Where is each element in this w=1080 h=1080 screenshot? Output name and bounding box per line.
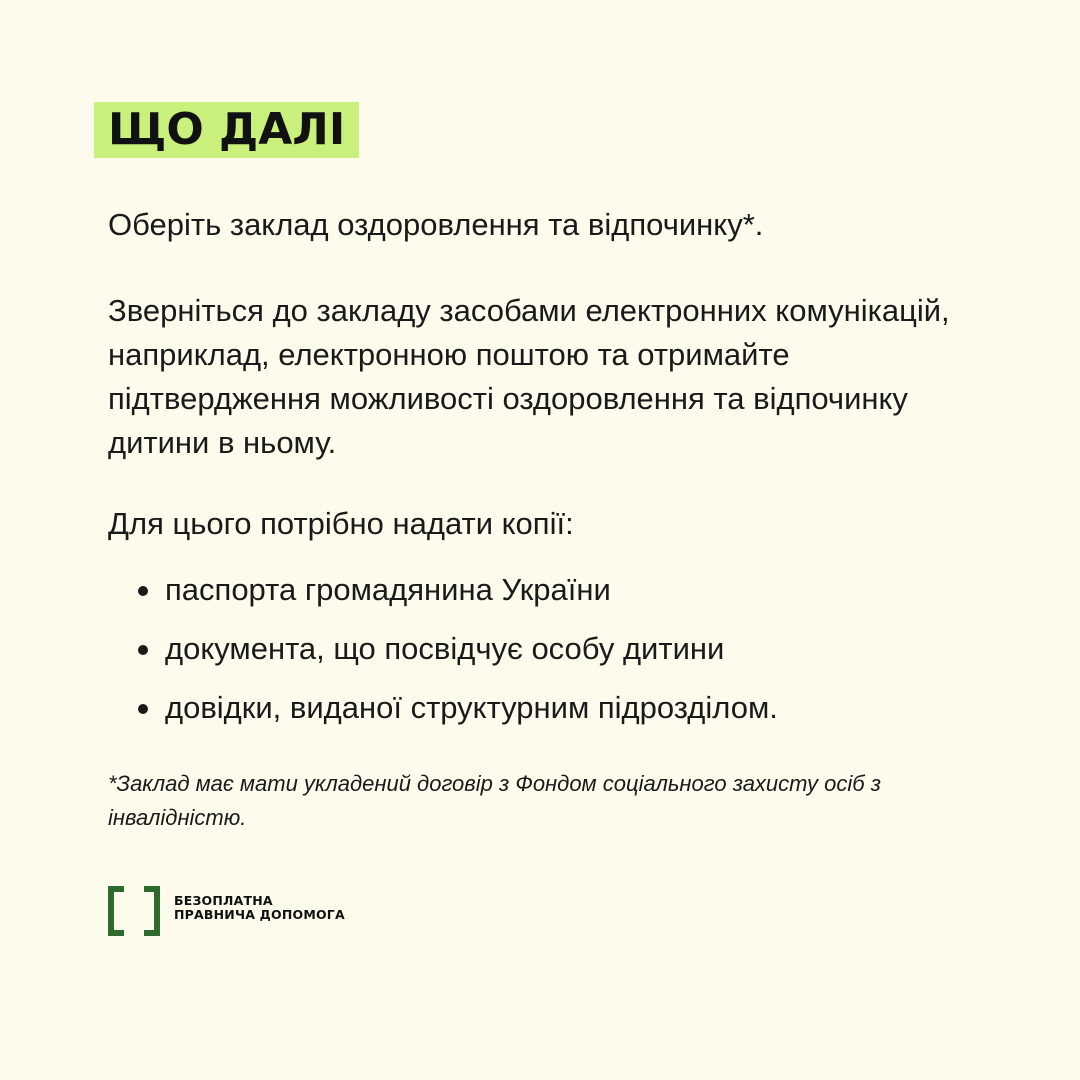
page-title: ЩО ДАЛІ: [108, 104, 346, 155]
list-item: [108, 560, 968, 619]
list-item: [108, 619, 968, 678]
bullet-icon: [138, 586, 148, 596]
list-item: [108, 678, 968, 737]
list-item-text: довідки, виданої структурним підрозділом.: [165, 690, 778, 725]
list-item-text: документа, що посвідчує особу дитини: [165, 631, 725, 666]
documents-list: [108, 560, 968, 737]
paragraph-choose-facility: Оберіть заклад оздоровлення та відпочинку*.: [108, 207, 764, 242]
bullet-icon: [138, 645, 148, 655]
bullet-icon: [138, 704, 148, 714]
main-content: [108, 203, 968, 857]
logo-text: [174, 894, 345, 922]
logo-line-2: ПРАВНИЧА ДОПОМОГА: [174, 907, 345, 922]
logo-line-1: БЕЗОПЛАТНА: [174, 893, 273, 908]
list-item-text: паспорта громадянина України: [165, 572, 611, 607]
heading-highlight: [94, 102, 359, 158]
right-bracket-icon: [144, 886, 160, 936]
paragraph-contact-facility: Зверніться до закладу засобами електронних комунікацій, наприклад, електронною поштою та отримайте підтвердження можливості оздоровлення та відпочинку дитини в ньому.: [108, 293, 950, 460]
footnote: *Заклад має мати укладений договір з Фондом соціального захисту осіб з інвалідністю.: [108, 771, 881, 830]
paragraph-copies-needed: Для цього потрібно надати копії:: [108, 506, 574, 541]
logo: [108, 886, 345, 930]
bracket-logo-icon: [108, 886, 160, 930]
left-bracket-icon: [108, 886, 124, 936]
